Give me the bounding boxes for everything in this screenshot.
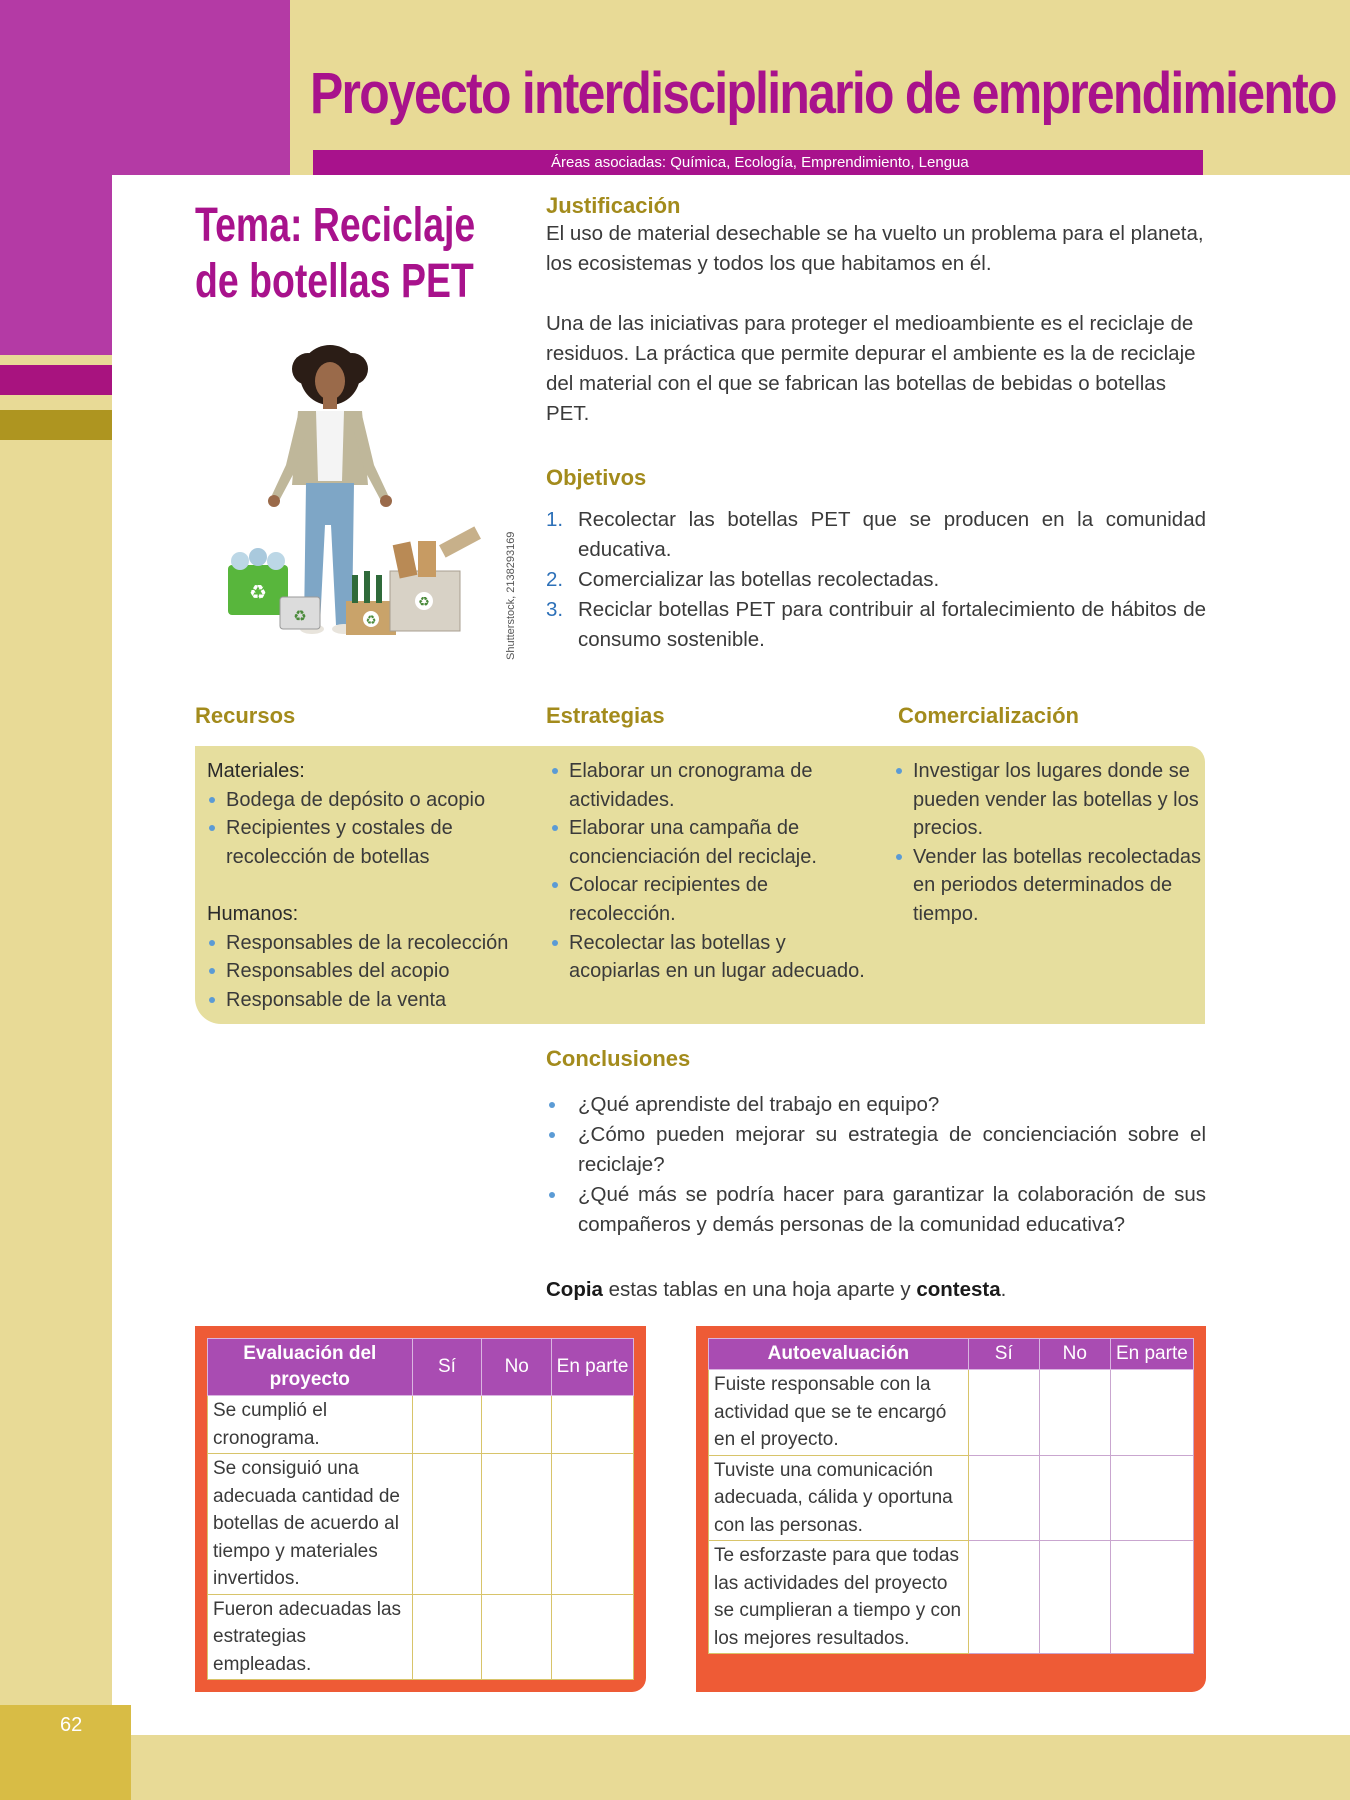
instruction-bold-copy: Copia: [546, 1278, 603, 1301]
objective-item: [546, 505, 1206, 565]
answer-cell[interactable]: [412, 1396, 482, 1454]
objective-number: 2.: [546, 568, 564, 591]
objectives-heading: Objetivos: [546, 465, 647, 490]
answer-cell[interactable]: [1039, 1541, 1110, 1654]
answer-cell[interactable]: [1039, 1370, 1110, 1456]
conclusions-heading: Conclusiones: [546, 1046, 691, 1071]
justification-heading: Justificación: [546, 193, 681, 218]
svg-text:♻: ♻: [418, 594, 430, 609]
conclusions-list: [546, 1090, 1206, 1240]
copy-instruction: [546, 1278, 1006, 1302]
decorative-magenta-band: [0, 365, 112, 395]
objective-number: 3.: [546, 598, 564, 621]
topic-line-2: de botellas PET: [195, 255, 474, 308]
project-evaluation-frame: [195, 1326, 646, 1692]
instruction-text: estas tablas en una hoja aparte y: [602, 1278, 917, 1301]
answer-cell[interactable]: [1110, 1455, 1193, 1541]
topic-title: [195, 198, 476, 310]
svg-text:♻: ♻: [365, 613, 377, 627]
table-cell: Fuiste responsable con la actividad que se te encargó en el proyecto.: [709, 1370, 969, 1456]
resources-column: [207, 757, 537, 1014]
list-item: Elaborar un cronograma de actividades.: [550, 757, 880, 814]
table-row: [709, 1370, 1194, 1456]
resources-heading: Recursos: [195, 703, 296, 728]
objectives-list: [546, 505, 1206, 655]
strategies-heading: Estrategias: [546, 703, 665, 728]
answer-cell[interactable]: [482, 1454, 552, 1595]
decorative-olive-band: [0, 410, 112, 440]
table-row: [208, 1594, 634, 1680]
commercialization-column: [894, 757, 1204, 929]
svg-text:♻: ♻: [293, 608, 307, 625]
table-header: Evaluación del proyecto: [208, 1339, 413, 1396]
conclusions-section: [546, 1046, 1206, 1240]
table-cell: Se consiguió una adecuada cantidad de botellas de acuerdo al tiempo y materiales invertidos.: [208, 1454, 413, 1595]
answer-cell[interactable]: [412, 1454, 482, 1595]
svg-text:♻: ♻: [249, 582, 267, 604]
answer-cell[interactable]: [552, 1454, 634, 1595]
objective-text: Comercializar las botellas recolectadas.: [578, 568, 940, 591]
answer-cell[interactable]: [1110, 1541, 1193, 1654]
instruction-end: .: [1000, 1278, 1007, 1301]
page-number: 62: [60, 1714, 83, 1736]
answer-cell[interactable]: [482, 1594, 552, 1680]
answer-cell[interactable]: [968, 1541, 1039, 1654]
list-item: Recipientes y costales de recolección de botellas: [207, 814, 537, 871]
instruction-bold-answer: contesta: [916, 1278, 1001, 1301]
table-header: En parte: [552, 1339, 634, 1396]
answer-cell[interactable]: [968, 1370, 1039, 1456]
list-item: ¿Qué aprendiste del trabajo en equipo?: [546, 1090, 1206, 1120]
table-header: No: [482, 1339, 552, 1396]
self-evaluation-frame: [696, 1326, 1206, 1692]
list-item: Investigar los lugares donde se pueden vender las botellas y los precios.: [894, 757, 1204, 843]
recycling-illustration: [228, 335, 498, 660]
objective-number: 1.: [546, 508, 564, 531]
commercialization-list: [894, 757, 1204, 929]
areas-bar: [313, 150, 1203, 175]
list-item: Bodega de depósito o acopio: [207, 786, 537, 815]
strategies-list: [550, 757, 880, 986]
table-header: Sí: [968, 1339, 1039, 1370]
areas-text: Áreas asociadas: Química, Ecología, Emprendimiento, Lengua: [551, 154, 969, 171]
answer-cell[interactable]: [482, 1396, 552, 1454]
list-item: Responsables del acopio: [207, 957, 537, 986]
objective-item: [546, 565, 1206, 595]
objective-text: Recolectar las botellas PET que se producen en la comunidad educativa.: [578, 508, 1206, 561]
strategies-column: [550, 757, 880, 986]
project-evaluation-table: [207, 1338, 634, 1680]
table-header: En parte: [1110, 1339, 1193, 1370]
list-item: Responsables de la recolección: [207, 929, 537, 958]
answer-cell[interactable]: [412, 1594, 482, 1680]
objective-text: Reciclar botellas PET para contribuir al fortalecimiento de hábitos de consumo sostenible.: [578, 598, 1206, 651]
justification-paragraph-1: El uso de material desechable se ha vuelto un problema para el planeta, los ecosistemas y todos los que habitamos en él.: [546, 222, 1204, 275]
table-header: No: [1039, 1339, 1110, 1370]
table-row: [709, 1455, 1194, 1541]
answer-cell[interactable]: [552, 1396, 634, 1454]
table-cell: Fueron adecuadas las estrategias empleadas.: [208, 1594, 413, 1680]
table-header: Autoevaluación: [709, 1339, 969, 1370]
page-title: Proyecto interdisciplinario de emprendimiento: [310, 61, 1336, 126]
materials-label: Materiales:: [207, 760, 305, 782]
list-item: Elaborar una campaña de concienciación del reciclaje.: [550, 814, 880, 871]
answer-cell[interactable]: [1110, 1370, 1193, 1456]
table-header: Sí: [412, 1339, 482, 1396]
self-evaluation-table: [708, 1338, 1194, 1654]
list-item: Recolectar las botellas y acopiarlas en un lugar adecuado.: [550, 929, 880, 986]
list-item: ¿Cómo pueden mejorar su estrategia de concienciación sobre el reciclaje?: [546, 1120, 1206, 1180]
objective-item: [546, 595, 1206, 655]
list-item: Responsable de la venta: [207, 986, 537, 1015]
table-row: [208, 1396, 634, 1454]
topic-line-1: Tema: Reciclaje: [195, 199, 476, 252]
list-item: ¿Qué más se podría hacer para garantizar la colaboración de sus compañeros y demás personas de la comunidad educativa?: [546, 1180, 1206, 1240]
answer-cell[interactable]: [968, 1455, 1039, 1541]
list-item: Colocar recipientes de recolección.: [550, 871, 880, 928]
photo-credit: Shutterstock, 2138293169: [505, 531, 517, 660]
table-cell: Te esforzaste para que todas las actividades del proyecto se cumplieran a tiempo y con los mejores resultados.: [709, 1541, 969, 1654]
materials-list: [207, 786, 537, 872]
objectives-section: [546, 465, 1206, 655]
table-cell: Tuviste una comunicación adecuada, cálida y oportuna con las personas.: [709, 1455, 969, 1541]
humans-list: [207, 929, 537, 1015]
list-item: Vender las botellas recolectadas en periodos determinados de tiempo.: [894, 843, 1204, 929]
justification-paragraph-2: Una de las iniciativas para proteger el medioambiente es el reciclaje de residuos. La práctica que permite depurar el ambiente es la de reciclaje del material con el que se fabrican las botellas de bebidas o botellas PET.: [546, 312, 1196, 425]
answer-cell[interactable]: [552, 1594, 634, 1680]
table-row: [709, 1541, 1194, 1654]
table-row: [208, 1454, 634, 1595]
table-cell: Se cumplió el cronograma.: [208, 1396, 413, 1454]
justification-section: [546, 193, 1206, 429]
commercialization-heading: Comercialización: [898, 703, 1079, 728]
answer-cell[interactable]: [1039, 1455, 1110, 1541]
humans-label: Humanos:: [207, 902, 299, 925]
